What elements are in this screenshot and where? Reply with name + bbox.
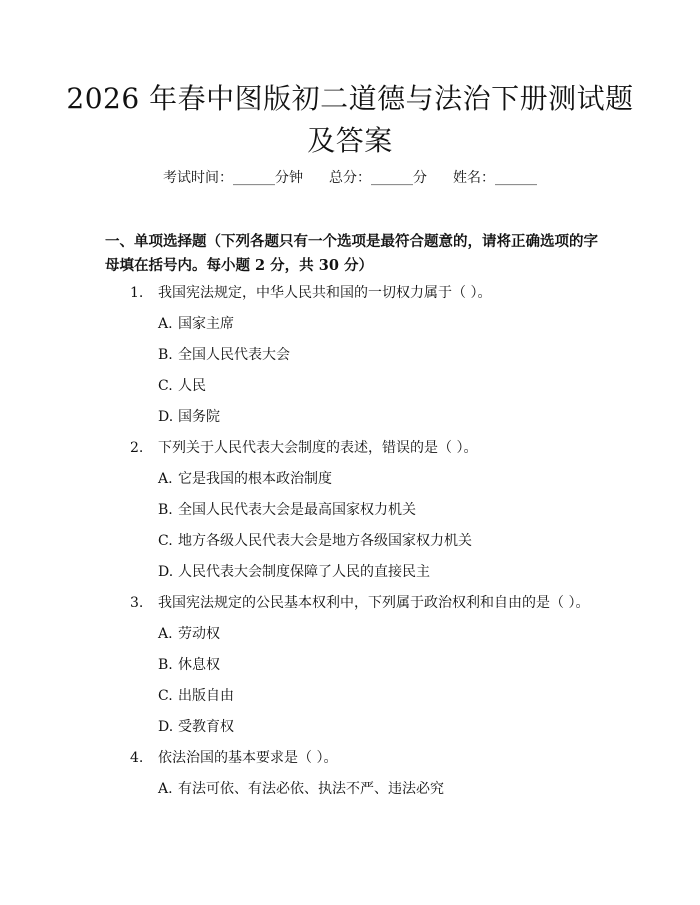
document-title-line1: 2026 年春中图版初二道德与法治下册测试题 xyxy=(66,82,634,115)
option xyxy=(158,655,220,675)
option-text: 国家主席 xyxy=(178,316,234,332)
student-name-field: 姓名：______ xyxy=(453,170,537,186)
option-text: 劳动权 xyxy=(178,626,220,642)
option xyxy=(158,314,234,334)
question-text: 依法治国的基本要求是（ ）。 xyxy=(158,750,338,766)
option xyxy=(158,376,206,396)
option xyxy=(158,562,430,582)
option-letter: A. xyxy=(158,781,173,797)
question-text: 我国宪法规定，中华人民共和国的一切权力属于（ ）。 xyxy=(158,285,492,301)
option xyxy=(158,779,444,799)
option xyxy=(158,469,332,489)
option-letter: C. xyxy=(158,378,173,394)
exam-meta-line xyxy=(0,168,700,188)
option-letter: B. xyxy=(158,657,173,673)
option xyxy=(158,531,472,551)
option-text: 它是我国的根本政治制度 xyxy=(178,471,332,487)
question-number: 2. xyxy=(130,440,144,456)
question-number: 1. xyxy=(130,285,144,301)
option-text: 全国人民代表大会是最高国家权力机关 xyxy=(178,502,416,518)
question-number: 3. xyxy=(130,595,144,611)
question xyxy=(130,593,589,613)
question-text: 下列关于人民代表大会制度的表述，错误的是（ ）。 xyxy=(158,440,478,456)
question xyxy=(130,283,491,303)
option xyxy=(158,345,290,365)
question-text: 我国宪法规定的公民基本权利中，下列属于政治权利和自由的是（ ）。 xyxy=(158,595,590,611)
option-text: 有法可依、有法必依、执法不严、违法必究 xyxy=(178,781,444,797)
total-score-field: 总分：______分 xyxy=(329,170,427,186)
option-letter: D. xyxy=(158,409,174,425)
option-letter: A. xyxy=(158,316,173,332)
option-text: 休息权 xyxy=(178,657,220,673)
option-letter: D. xyxy=(158,719,174,735)
document-title-line2: 及答案 xyxy=(307,124,393,157)
option-letter: B. xyxy=(158,502,173,518)
option-letter: C. xyxy=(158,533,173,549)
option-letter: A. xyxy=(158,471,173,487)
option xyxy=(158,624,220,644)
option-letter: C. xyxy=(158,688,173,704)
option-letter: A. xyxy=(158,626,173,642)
option xyxy=(158,717,234,737)
question-number: 4. xyxy=(130,750,144,766)
option xyxy=(158,686,234,706)
question xyxy=(130,438,477,458)
option xyxy=(158,407,220,427)
option-text: 全国人民代表大会 xyxy=(178,347,290,363)
option-text: 人民 xyxy=(178,378,206,394)
option-letter: B. xyxy=(158,347,173,363)
option-text: 地方各级人民代表大会是地方各级国家权力机关 xyxy=(178,533,472,549)
option-text: 受教育权 xyxy=(178,719,234,735)
option-text: 出版自由 xyxy=(178,688,234,704)
section-heading: 一、单项选择题（下列各题只有一个选项是最符合题意的，请将正确选项的字母填在括号内。每小题 2 分，共 30 分） xyxy=(105,233,598,274)
option-text: 国务院 xyxy=(178,409,220,425)
exam-time-field: 考试时间：______分钟 xyxy=(163,170,303,186)
option-text: 人民代表大会制度保障了人民的直接民主 xyxy=(178,564,430,580)
option xyxy=(158,500,416,520)
option-letter: D. xyxy=(158,564,174,580)
question xyxy=(130,748,337,768)
